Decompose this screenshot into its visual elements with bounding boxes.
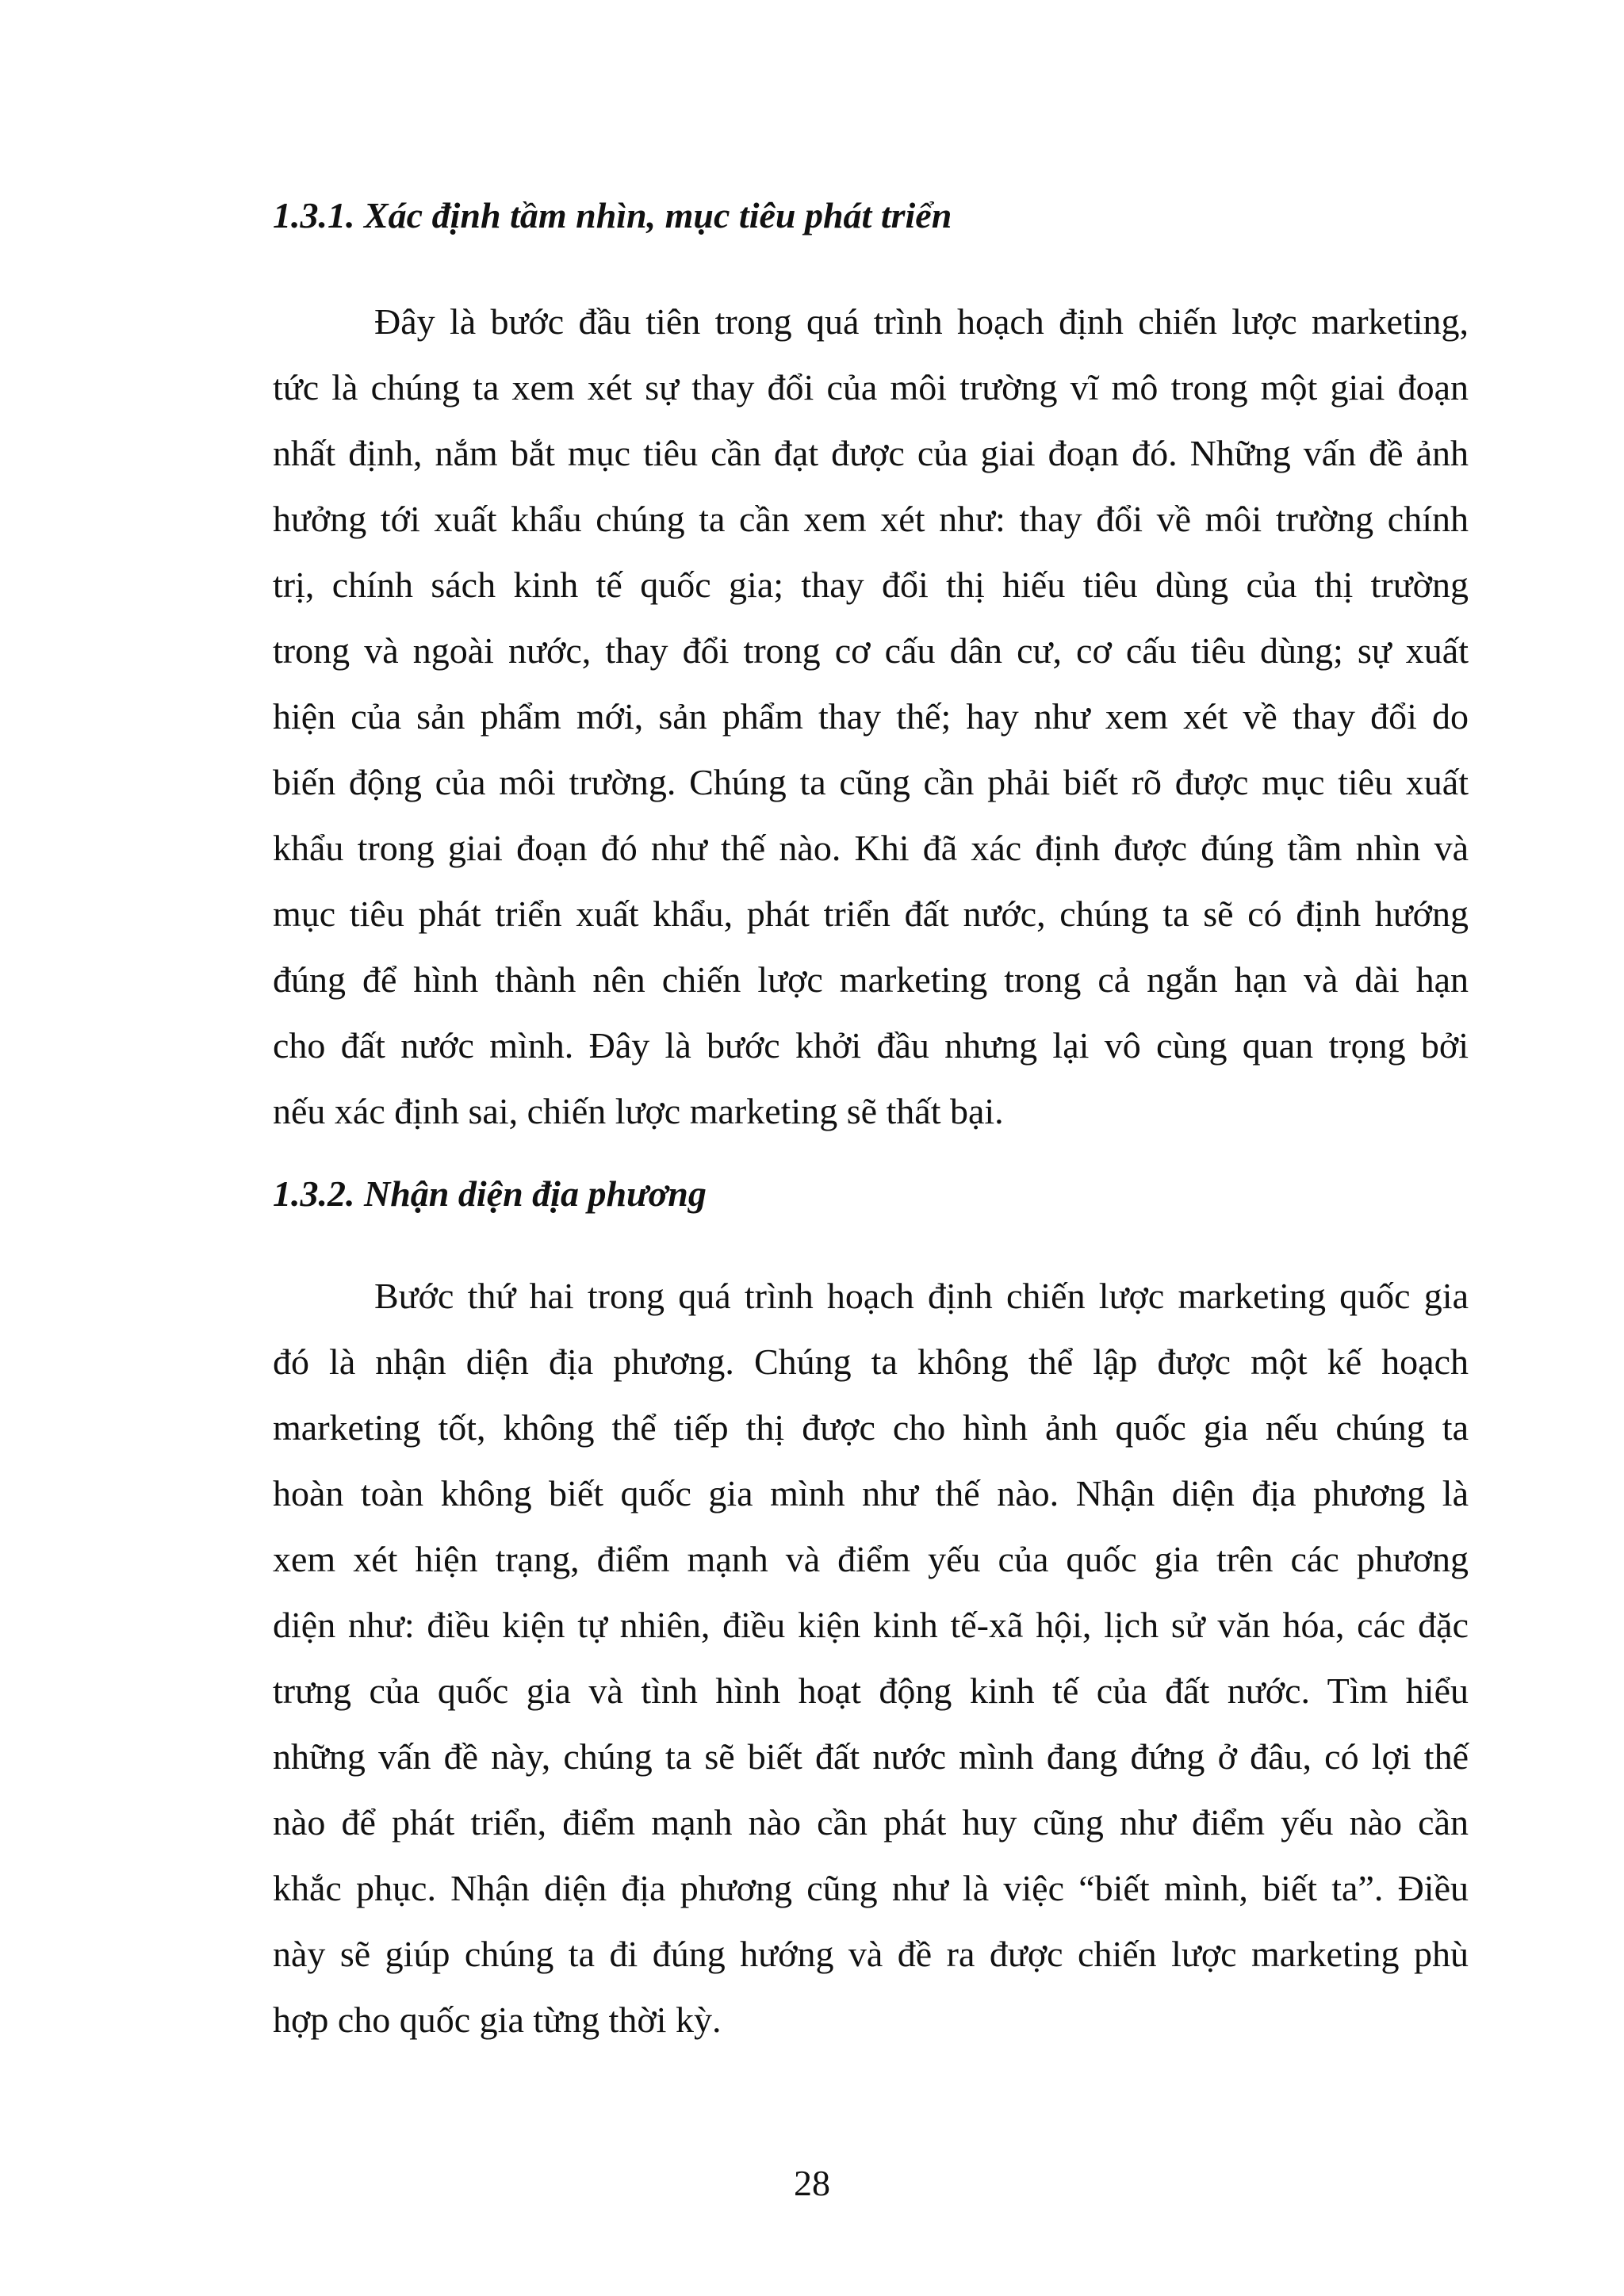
paragraph-line: diện như: điều kiện tự nhiên, điều kiện kinh tế-xã hội, lịch sử văn hóa, các đặc <box>273 1605 1469 1645</box>
page-number: 28 <box>794 2163 830 2203</box>
paragraph-line: nào để phát triển, điểm mạnh nào cần phát huy cũng như điểm yếu nào cần <box>273 1802 1469 1843</box>
paragraph-line: marketing tốt, không thể tiếp thị được cho hình ảnh quốc gia nếu chúng ta <box>273 1407 1469 1448</box>
paragraph-line: hợp cho quốc gia từng thời kỳ. <box>273 1999 722 2040</box>
paragraph-line: hiện của sản phẩm mới, sản phẩm thay thế; hay như xem xét về thay đổi do <box>273 696 1469 737</box>
paragraph-line: Bước thứ hai trong quá trình hoạch định chiến lược marketing quốc gia <box>374 1276 1469 1316</box>
paragraph-line: này sẽ giúp chúng ta đi đúng hướng và đề ra được chiến lược marketing phù <box>273 1934 1469 1974</box>
paragraph-line: tức là chúng ta xem xét sự thay đổi của môi trường vĩ mô trong một giai đoạn <box>273 367 1469 408</box>
paragraph-line: nếu xác định sai, chiến lược marketing sẽ thất bại. <box>273 1091 1004 1131</box>
paragraph-line: đó là nhận diện địa phương. Chúng ta không thể lập được một kế hoạch <box>273 1341 1469 1382</box>
paragraph-line: xem xét hiện trạng, điểm mạnh và điểm yếu của quốc gia trên các phương <box>273 1539 1469 1579</box>
paragraph-line: trị, chính sách kinh tế quốc gia; thay đổi thị hiếu tiêu dùng của thị trường <box>273 564 1469 605</box>
paragraph-line: khắc phục. Nhận diện địa phương cũng như là việc “biết mình, biết ta”. Điều <box>273 1868 1469 1908</box>
paragraph-line: hoàn toàn không biết quốc gia mình như thế nào. Nhận diện địa phương là <box>273 1473 1469 1513</box>
paragraph-line: Đây là bước đầu tiên trong quá trình hoạch định chiến lược marketing, <box>374 301 1469 342</box>
paragraph-line: hưởng tới xuất khẩu chúng ta cần xem xét như: thay đổi về môi trường chính <box>273 499 1469 539</box>
paragraph-line: biến động của môi trường. Chúng ta cũng cần phải biết rõ được mục tiêu xuất <box>273 762 1469 802</box>
paragraph-line: trưng của quốc gia và tình hình hoạt động kinh tế của đất nước. Tìm hiểu <box>273 1670 1469 1711</box>
paragraph-line: nhất định, nắm bắt mục tiêu cần đạt được của giai đoạn đó. Những vấn đề ảnh <box>273 433 1469 473</box>
paragraph-line: mục tiêu phát triển xuất khẩu, phát triển đất nước, chúng ta sẽ có định hướng <box>273 894 1469 934</box>
section-heading-1-3-2: 1.3.2. Nhận diện địa phương <box>273 1173 707 1214</box>
paragraph-line: trong và ngoài nước, thay đổi trong cơ cấu dân cư, cơ cấu tiêu dùng; sự xuất <box>273 630 1469 671</box>
paragraph-line: những vấn đề này, chúng ta sẽ biết đất nước mình đang đứng ở đâu, có lợi thế <box>273 1736 1469 1777</box>
paragraph-line: đúng để hình thành nên chiến lược marketing trong cả ngắn hạn và dài hạn <box>273 959 1469 1000</box>
paragraph-line: cho đất nước mình. Đây là bước khởi đầu nhưng lại vô cùng quan trọng bởi <box>273 1025 1469 1066</box>
paragraph-line: khẩu trong giai đoạn đó như thế nào. Khi đã xác định được đúng tầm nhìn và <box>273 828 1469 868</box>
section-heading-1-3-1: 1.3.1. Xác định tầm nhìn, mục tiêu phát triển <box>273 195 952 235</box>
